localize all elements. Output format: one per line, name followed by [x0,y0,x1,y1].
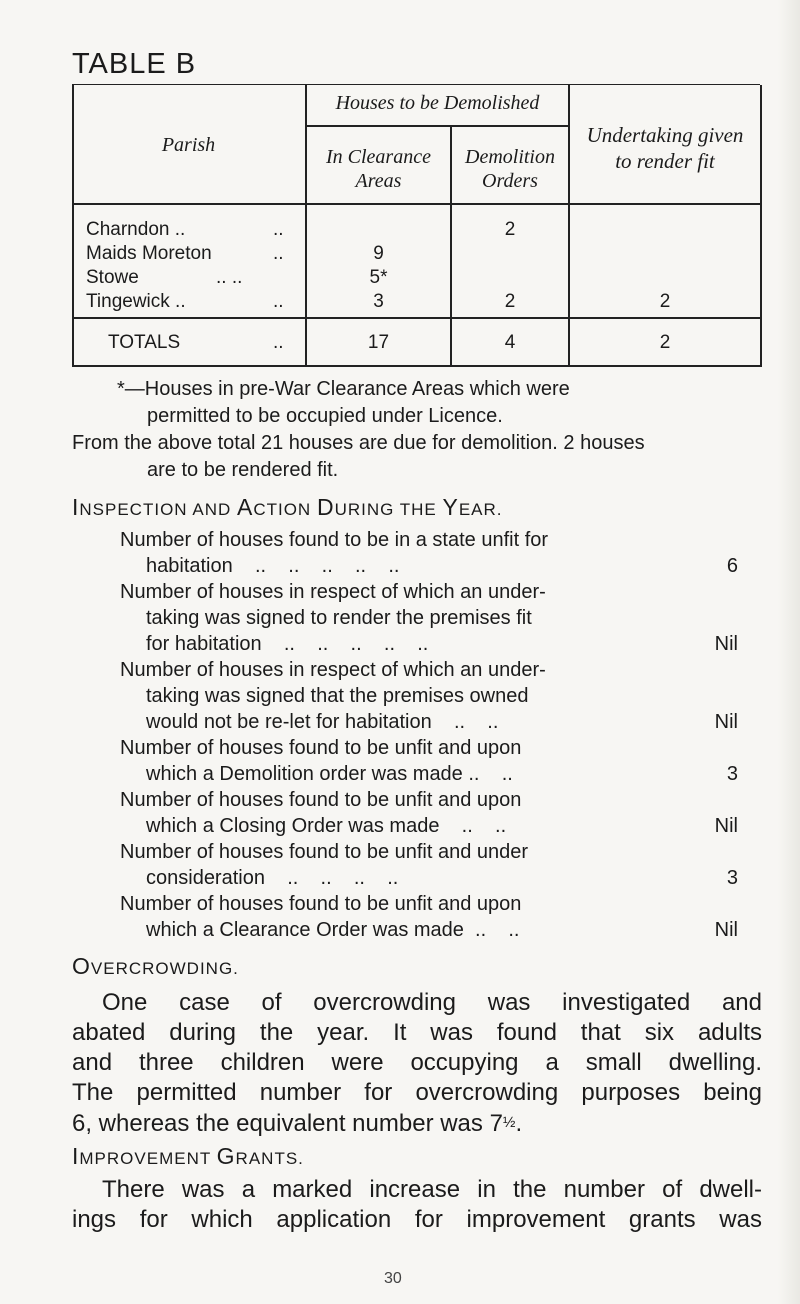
cell-clearance: 3 [373,291,384,312]
summary-line: are to be rendered fit. [147,459,339,481]
heading-smallcaps: URING THE [334,500,443,519]
heading-smallcaps: EAR. [458,500,503,519]
item-value: 6 [726,555,738,577]
item-line: which a Demolition order was made .. .. [146,763,513,785]
table-divider [305,85,307,367]
heading-smallcaps: CTION [253,500,317,519]
header-parish: Parish [161,134,216,156]
cell-undertaking: 2 [659,291,671,312]
item-line: Number of houses found to be unfit and upon [120,893,522,915]
footnote-line: *—Houses in pre-War Clearance Areas which were [117,378,570,400]
cell-dots: .. [273,219,284,240]
page-edge-shadow [778,0,800,1304]
list-item [120,787,738,839]
section-heading-overcrowding [72,953,239,980]
page-number: 30 [384,1270,402,1287]
item-value: Nil [714,633,738,655]
item-value: 3 [726,763,738,785]
header-line: Areas [355,170,402,192]
paragraph-line: 6, whereas the equivalent number was 7 [72,1110,503,1137]
header-houses-to-be-demolished: Houses to be Demolished [335,92,540,114]
header-line: In Clearance [326,146,431,168]
item-value: Nil [714,815,738,837]
item-value: 3 [726,867,738,889]
heading-cap: A [236,494,254,520]
cell-dots: .. [273,243,284,264]
heading-cap: I [72,494,80,520]
header-line: Demolition [465,146,555,168]
table-border-left [72,85,74,367]
cell-total-demolition: 4 [504,332,516,353]
paragraph-line: abated during the year. It was found that six adults [72,1019,762,1046]
table-bottom-rule [72,365,762,367]
improvement-paragraph [72,1175,762,1235]
item-line: for habitation .. .. .. .. .. [146,633,429,655]
item-line: habitation .. .. .. .. .. [146,555,400,577]
heading-smallcaps: MPROVEMENT [79,1149,217,1168]
fraction: ½ [502,1114,516,1131]
item-line: Number of houses in respect of which an under- [120,581,546,603]
paragraph-line: and three children were occupying a small dwelling. [72,1049,762,1076]
cell-totals-label: TOTALS [108,332,181,353]
cell-parish: Charndon .. [86,219,186,240]
cell-dots: .. .. [216,267,243,288]
table-title: TABLE B [72,48,197,80]
cell-parish: Stowe [86,267,139,288]
cell-clearance: 5* [369,267,388,288]
item-line: Number of houses found to be unfit and under [120,841,529,863]
item-value: Nil [714,919,738,941]
heading-smallcaps: NSPECTION AND [79,500,237,519]
item-line: consideration .. .. .. .. [146,867,399,889]
item-line: which a Closing Order was made .. .. [146,815,507,837]
item-line: Number of houses in respect of which an under- [120,659,546,681]
header-undertaking [570,122,760,174]
cell-total-clearance: 17 [367,332,390,353]
header-line: Undertaking given [586,123,744,147]
cell-clearance: 9 [373,243,384,264]
heading-smallcaps: RANTS. [235,1149,304,1168]
paragraph-line: ings for which application for improvement grants was [72,1206,762,1233]
overcrowding-paragraph [72,988,762,1139]
item-line: Number of houses found to be in a state unfit for [120,529,549,551]
punctuation: . [515,1110,523,1137]
section-heading-improvement-grants [72,1143,304,1170]
item-line: Number of houses found to be unfit and upon [120,789,522,811]
list-item [120,839,738,891]
heading-cap: G [216,1143,236,1169]
item-line: Number of houses found to be unfit and upon [120,737,522,759]
header-line: Orders [482,170,538,192]
item-line: would not be re-let for habitation .. .. [146,711,499,733]
table-border-right [760,85,762,367]
list-item [120,735,738,787]
table-b [72,85,762,367]
paragraph-line: The permitted number for overcrowding purposes being [72,1079,762,1106]
item-line: taking was signed that the premises owned [146,685,529,707]
cell-dots: .. [273,291,284,312]
cell-parish: Maids Moreton [86,243,212,264]
item-line: taking was signed to render the premises fit [146,607,532,629]
section-heading-inspection [72,494,503,521]
heading-cap: I [72,1143,80,1169]
cell-total-undertaking: 2 [659,332,671,353]
heading-cap: O [72,953,91,979]
heading-cap: D [316,494,335,520]
header-line: to render fit [615,149,715,173]
header-rule [72,203,762,205]
item-value: Nil [714,711,738,733]
cell-demolition: 2 [504,291,516,312]
summary-line: From the above total 21 houses are due for demolition. 2 houses [72,432,645,454]
footnote-line: permitted to be occupied under Licence. [147,405,503,427]
list-item [120,657,738,735]
paragraph-line: There was a marked increase in the number of dwell- [102,1176,762,1203]
list-item [120,891,738,943]
header-demolition-orders [452,145,568,193]
cell-dots: .. [273,332,284,353]
totals-rule [72,317,762,319]
item-line: which a Clearance Order was made .. .. [146,919,520,941]
list-item [120,579,738,657]
header-in-clearance-areas [307,145,450,193]
cell-demolition: 2 [504,219,516,240]
paragraph-line: One case of overcrowding was investigated and [102,989,762,1016]
header-subrule [305,125,570,127]
heading-cap: Y [442,494,459,520]
cell-parish: Tingewick .. [86,291,186,312]
heading-smallcaps: VERCROWDING. [90,959,239,978]
list-item [120,527,738,579]
